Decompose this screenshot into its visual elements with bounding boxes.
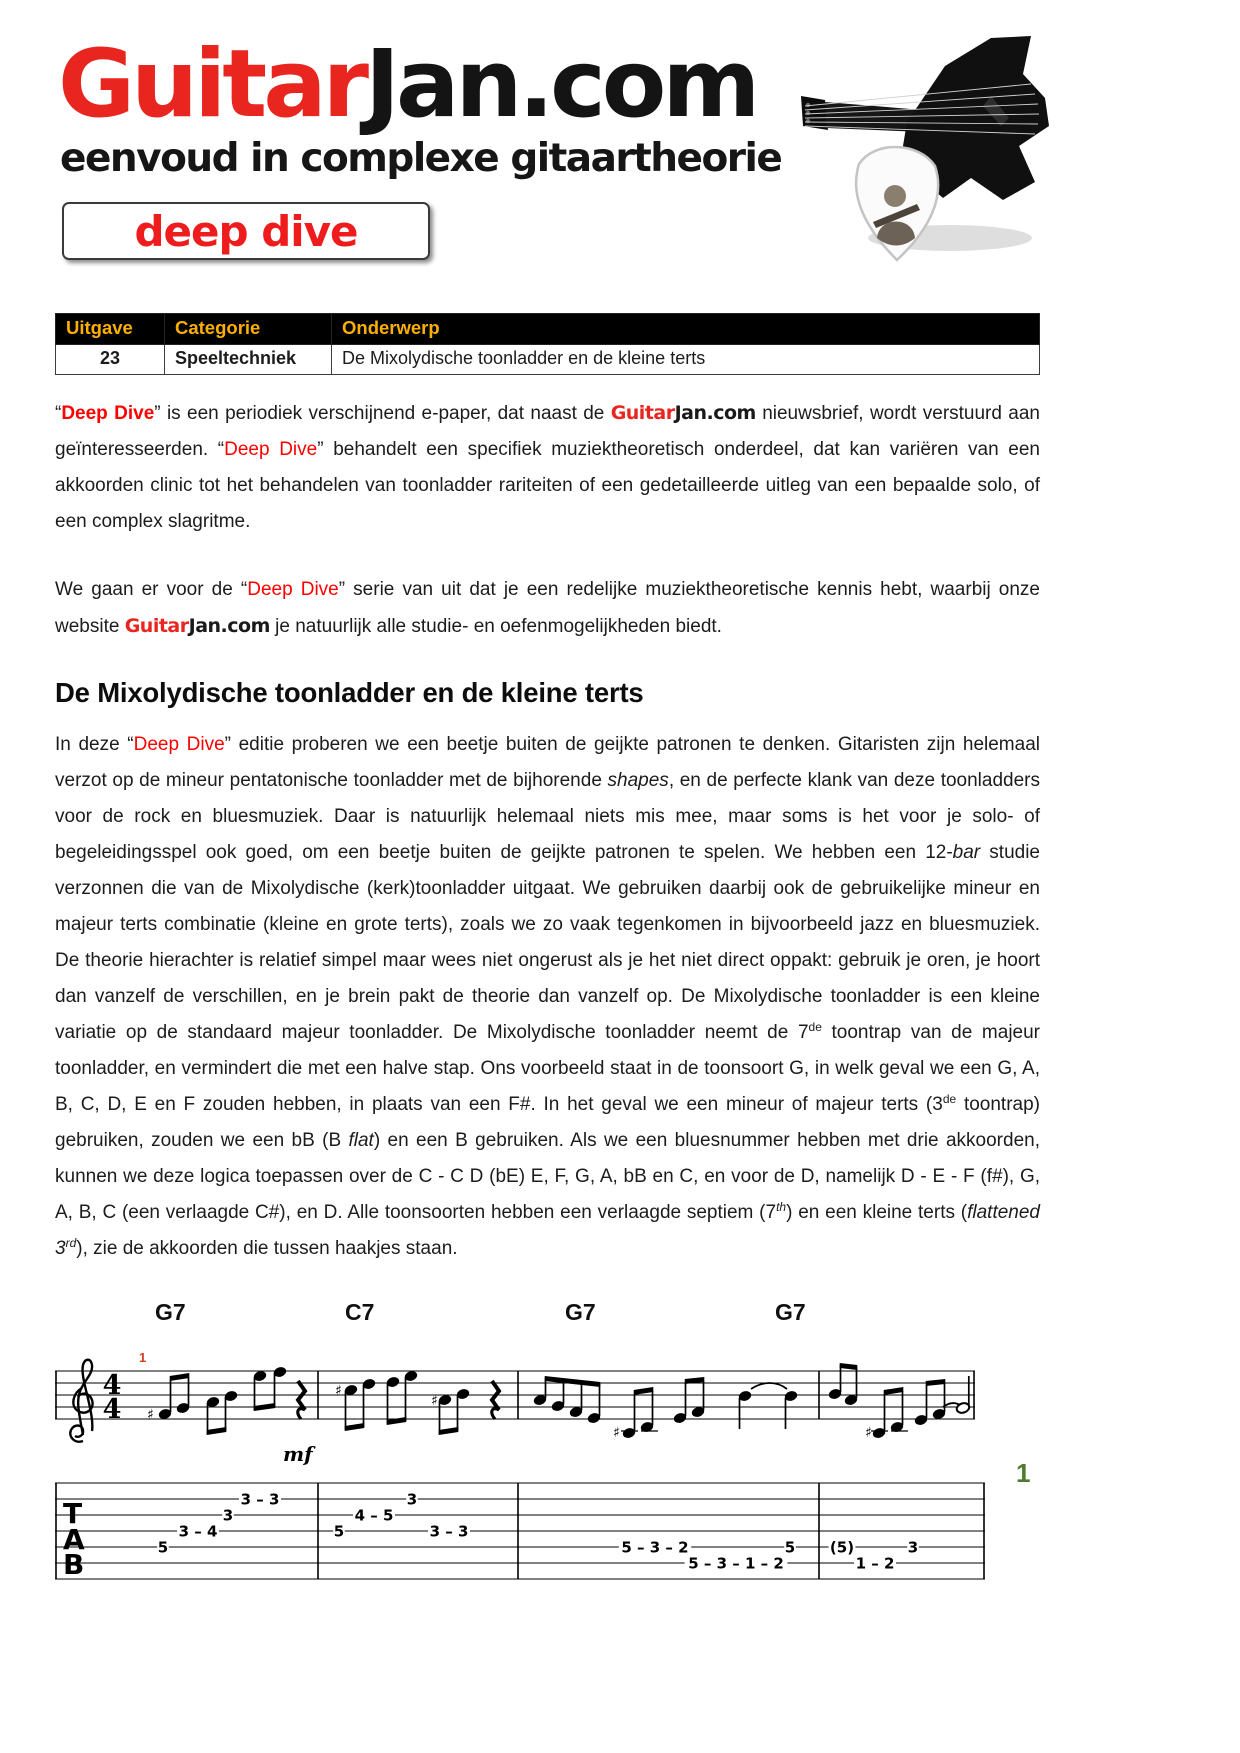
text-segment: ), zie de akkoorden die tussen haakjes staan. <box>76 1238 458 1259</box>
text-segment: Deep Dive <box>61 403 155 424</box>
svg-text:♯: ♯ <box>335 1383 342 1399</box>
text-segment: ) en een kleine terts ( <box>786 1202 968 1223</box>
text-segment: je natuurlijk alle studie- en oefenmogelijkheden biedt. <box>269 616 722 637</box>
text-segment: ) en een B gebruiken. Als we een bluesnummer hebben met drie akkoorden, kunnen we deze logica toepassen over de C - C D (bE) E, F, G, A, bB en C, en voor de D, namelijk D - E - F (f#), G, A, B, C (een verlaagde C#), en D. Alle toonsoorten hebben een verlaagde septiem (7 <box>55 1130 1040 1223</box>
text-segment: ” editie proberen we een beetje buiten de geijkte patronen te denken. Gitaristen zijn helemaal verzot op de mineur pentatonische toonladder met de bijhorende <box>55 734 1040 791</box>
section-body-paragraph <box>55 727 1040 1267</box>
chord-label: G7 <box>775 1299 806 1325</box>
table-row <box>56 345 1040 375</box>
text-segment: “ <box>55 403 62 424</box>
tab-fret-number: 3 – 4 <box>178 1522 218 1541</box>
tab-staff <box>55 1481 1040 1593</box>
table-header-row <box>56 314 1040 345</box>
chord-label: C7 <box>345 1299 375 1325</box>
text-segment: th <box>776 1200 787 1214</box>
cell-onderwerp: De Mixolydische toonladder en de kleine terts <box>332 345 1040 375</box>
logo-text-guitar: Guitar <box>58 30 366 139</box>
cell-categorie: Speeltechniek <box>165 345 332 375</box>
svg-text:B: B <box>63 1548 85 1581</box>
text-segment: Deep Dive <box>133 734 225 755</box>
chord-row <box>55 1299 1040 1329</box>
svg-text:A: A <box>63 1523 85 1556</box>
text-segment: flat <box>348 1130 374 1151</box>
text-segment: Deep Dive <box>224 439 318 460</box>
main-content <box>55 313 1040 1629</box>
site-logo <box>58 30 757 139</box>
text-segment: Guitar <box>610 402 675 424</box>
tab-fret-number: 5 <box>157 1538 169 1557</box>
chord-label: G7 <box>565 1299 596 1325</box>
tab-fret-number: 3 <box>222 1506 234 1525</box>
tab-fret-number: 3 – 3 <box>429 1522 469 1541</box>
dynamic-marking: mf <box>283 1442 313 1466</box>
tie-arc <box>751 1383 787 1389</box>
measure-number: 1 <box>139 1350 147 1365</box>
tab-fret-number: (5) <box>829 1538 855 1557</box>
tab-fret-number: 5 – 3 – 1 – 2 <box>688 1554 784 1573</box>
text-segment: flattened 3 <box>55 1202 1041 1259</box>
svg-text:♯: ♯ <box>431 1393 438 1409</box>
tab-fret-number: 3 – 3 <box>240 1490 280 1509</box>
svg-text:T: T <box>63 1497 83 1530</box>
deep-dive-badge <box>62 202 430 260</box>
time-signature-bottom: 4 <box>102 1394 122 1425</box>
text-segment: Jan.com <box>674 402 756 424</box>
tab-fret-number: 3 <box>907 1538 919 1557</box>
text-segment: toontrap) gebruiken, zouden we een bB (B <box>55 1094 1040 1151</box>
tab-fret-number: 1 – 2 <box>855 1554 895 1573</box>
text-segment: Guitar <box>124 615 189 637</box>
tab-fret-number: 4 – 5 <box>354 1506 394 1525</box>
music-example <box>55 1299 1040 1629</box>
notes-measure-4 <box>828 1363 971 1441</box>
tab-fret-number: 5 <box>333 1522 345 1541</box>
column-header-onderwerp: Onderwerp <box>332 314 1040 345</box>
issue-info-table <box>55 313 1040 375</box>
text-segment: studie verzonnen die van de Mixolydische (kerk)toonladder uitgaat. We gebruiken daarbij ook de gebruikelijke mineur en majeur terts combinatie (kleine en grote terts), zoals we zo vaak tegenkomen in bijvoorbeeld jazz en bluesmuziek. De theorie hierachter is relatief simpel maar wees niet ongerust als je het niet direct oppakt: gebruik je oren, je hoort dan vanzelf de verschillen, en je brein pakt de theorie dan vanzelf op. De Mixolydische toonladder is een kleine variatie op de standaard majeur toonladder. De Mixolydische toonladder neemt de 7 <box>55 842 1040 1043</box>
text-segment: Deep Dive <box>247 579 339 600</box>
time-signature-top: 4 <box>102 1370 122 1401</box>
section-heading: De Mixolydische toonladder en de kleine terts <box>55 677 644 708</box>
text-segment: rd <box>65 1236 77 1250</box>
chord-label: G7 <box>155 1299 186 1325</box>
text-segment: ” serie van uit dat je een redelijke muziektheoretische kennis hebt, waarbij onze website <box>55 579 1040 637</box>
text-segment: de <box>808 1020 822 1034</box>
logo-tagline: eenvoud in complexe gitaartheorie <box>60 136 782 181</box>
tab-fret-number: 3 <box>406 1490 418 1509</box>
text-segment: de <box>942 1092 957 1106</box>
svg-text:♯: ♯ <box>865 1425 872 1441</box>
column-header-categorie: Categorie <box>165 314 332 345</box>
text-segment: In deze “ <box>55 734 134 755</box>
text-segment: Jan.com <box>188 615 270 637</box>
cell-uitgave: 23 <box>56 345 165 375</box>
intro-paragraph-2 <box>55 572 1040 645</box>
text-segment: We gaan er voor de “ <box>55 579 248 600</box>
page-number: 1 <box>1016 1458 1031 1488</box>
notes-measure-3 <box>533 1376 799 1441</box>
guitar-logo-image <box>795 26 1060 276</box>
treble-clef-icon <box>70 1360 92 1442</box>
svg-text:♯: ♯ <box>613 1425 620 1441</box>
notes-measure-1 <box>147 1366 305 1435</box>
svg-text:♯: ♯ <box>147 1407 154 1423</box>
text-segment: toontrap van de majeur toonladder, en vermindert die met een halve stap. Ons voorbeeld staat in de toonsoort G, in welk geval we een G, A, B, C, D, E en F zouden hebben, in plaats van een F#. In het geval we een mineur of majeur terts (3 <box>55 1022 1040 1115</box>
text-segment: shapes <box>607 770 669 791</box>
tab-fret-number: 5 – 3 – 2 <box>621 1538 689 1557</box>
notes-measure-2 <box>335 1370 499 1435</box>
text-segment: nieuwsbrief, wordt verstuurd aan geïnteresseerden. “ <box>55 403 1040 460</box>
text-segment: , en de perfecte klank van deze toonladders voor de rock en bluesmuziek. Daar is natuurlijk helemaal niets mis mee, maar soms is het voor je solo- of begeleidingsspel ook goed, om een beetje buiten de geijkte patronen te spelen. We hebben een 12- <box>55 770 1040 863</box>
logo-text-jancom: Jan.com <box>365 30 757 139</box>
text-segment: bar <box>952 842 981 863</box>
music-staff-notation <box>55 1331 1040 1481</box>
column-header-uitgave: Uitgave <box>56 314 165 345</box>
intro-paragraph-1 <box>55 395 1040 540</box>
tab-clef <box>63 1497 85 1581</box>
tab-fret-number: 5 <box>784 1538 796 1557</box>
text-segment: ” is een periodiek verschijnend e-paper, dat naast de <box>154 403 611 424</box>
deep-dive-badge-label: deep dive <box>134 206 358 256</box>
text-segment: ” behandelt een specifiek muziektheoretisch onderdeel, dat kan variëren van een akkoorden clinic tot het behandelen van toonladder rariteiten of een gedetailleerde uitleg van een bepaalde solo, of een complex slagritme. <box>55 439 1040 532</box>
